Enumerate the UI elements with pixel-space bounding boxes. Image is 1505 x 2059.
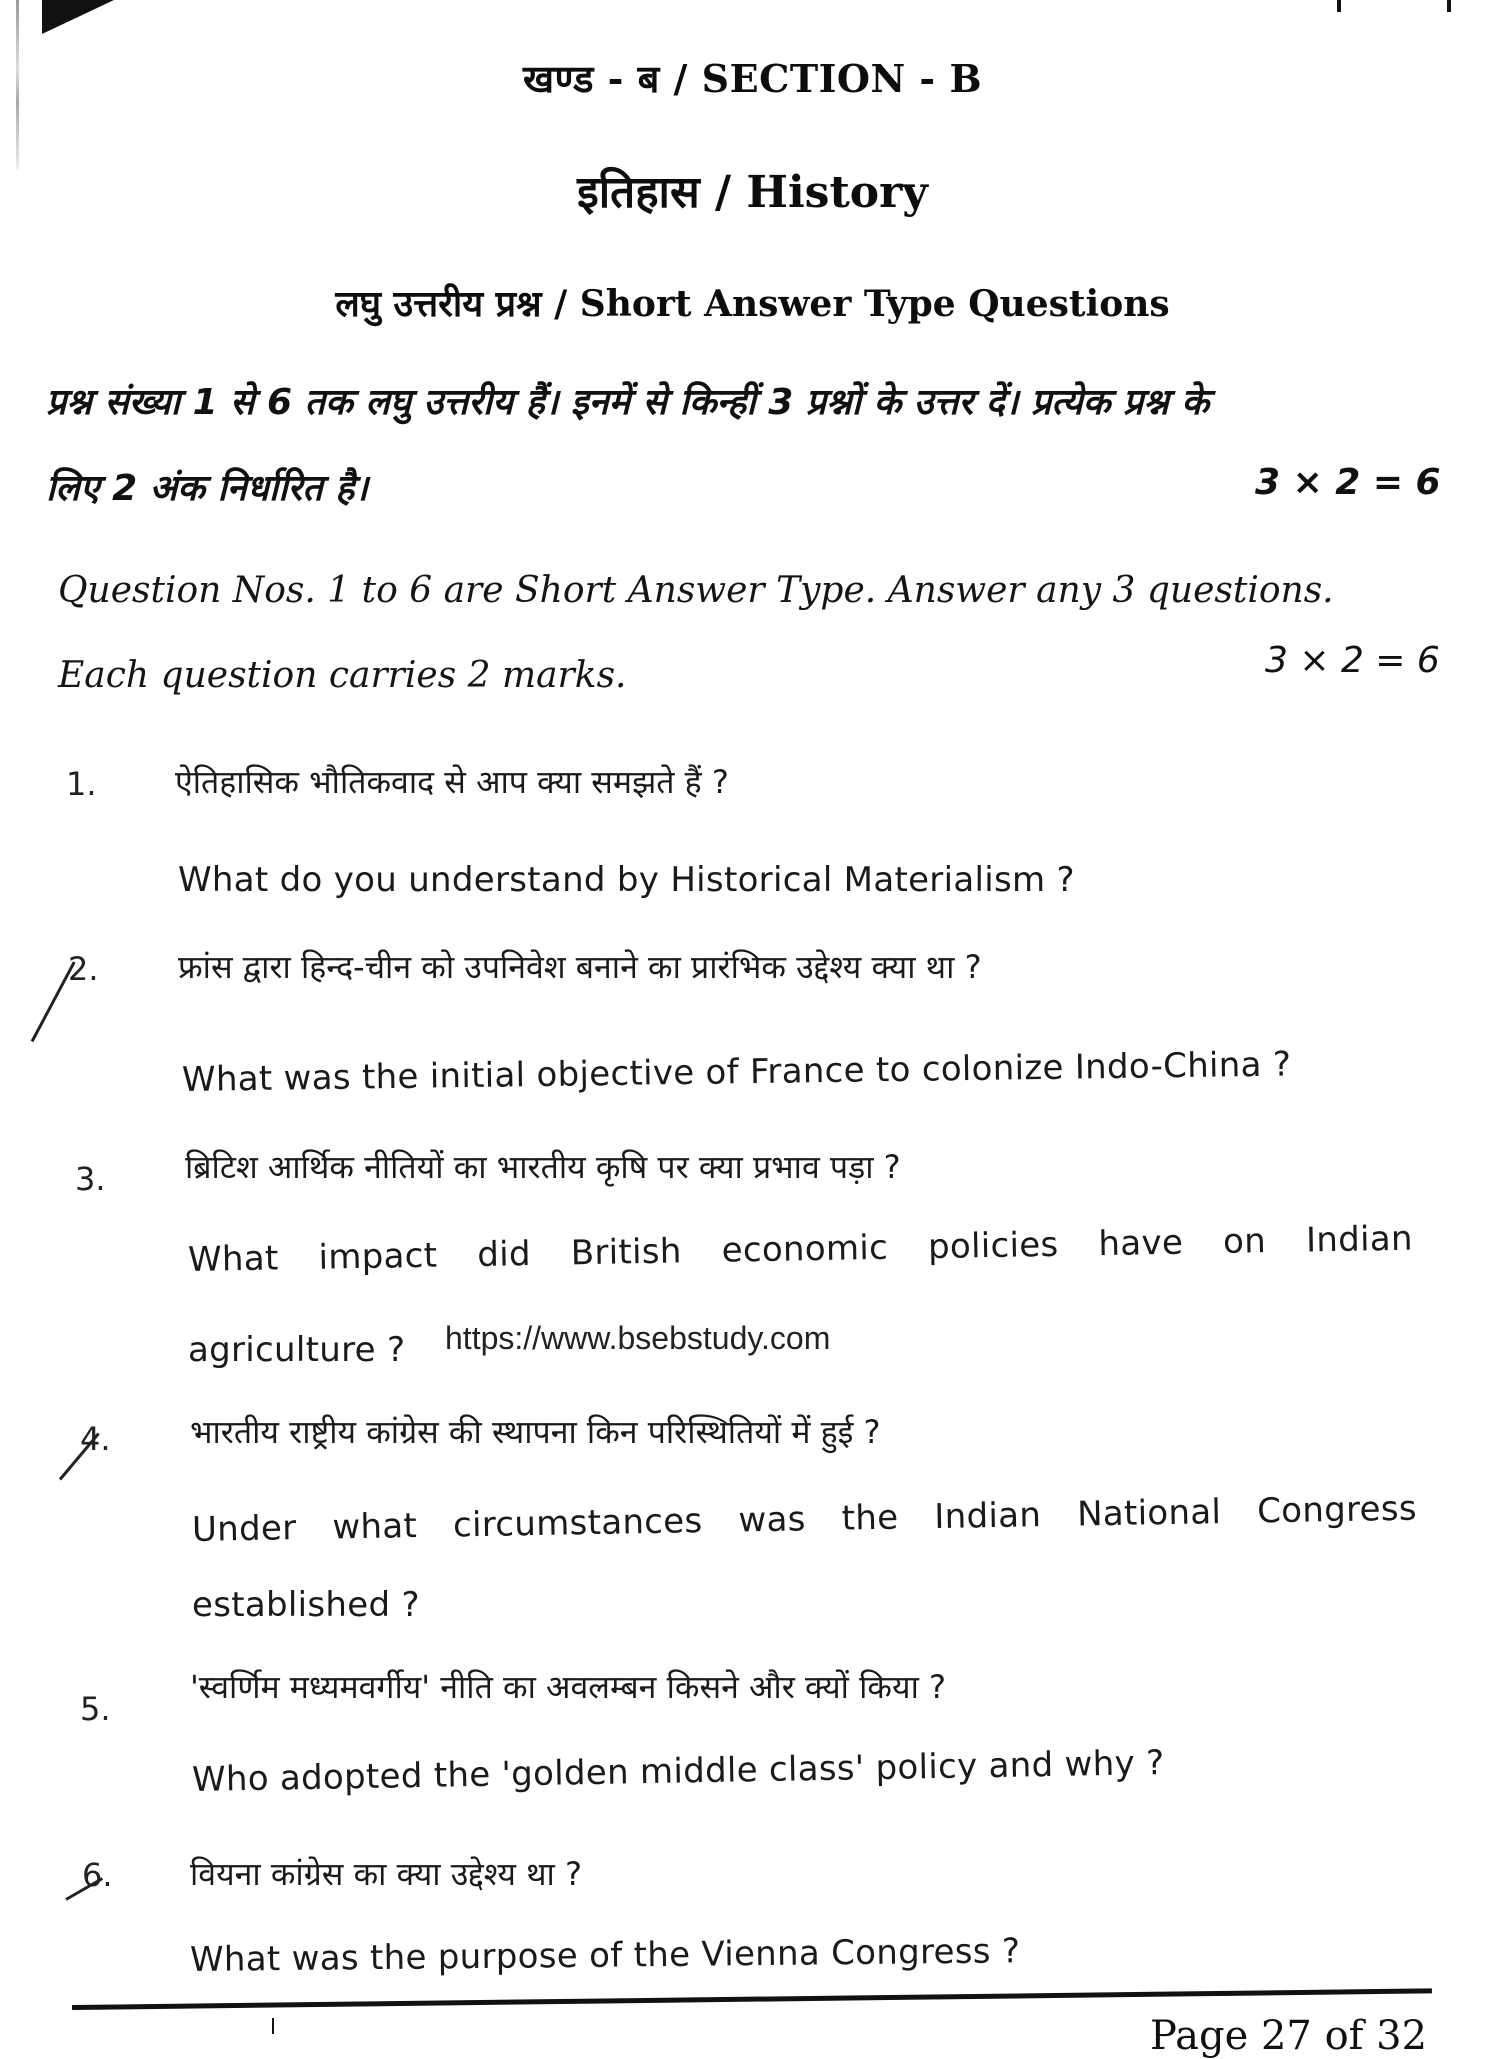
- page-code-bracket-right: [1447, 0, 1451, 12]
- question-type-title: लघु उत्तरीय प्रश्न / Short Answer Type Questions: [335, 283, 1170, 325]
- subject-title: इतिहास / History: [577, 167, 928, 218]
- question-2-hindi: फ्रांस द्वारा हिन्द-चीन को उपनिवेश बनाने का प्रारंभिक उद्देश्य क्या था ?: [178, 948, 982, 986]
- question-3-english-line1: What impact did British economic policies have on Indian: [187, 1218, 1414, 1280]
- folded-corner-mark: [42, 0, 114, 34]
- question-1-number: 1.: [66, 765, 97, 803]
- question-3-number: 3.: [75, 1160, 106, 1198]
- instructions-hindi-line2: लिए 2 अंक निर्धारित है।: [46, 468, 369, 509]
- footer-rule: [72, 1988, 1432, 2010]
- question-2-english: What was the initial objective of France to colonize Indo-China ?: [181, 1044, 1292, 1100]
- instructions-hindi-line1: प्रश्न संख्या 1 से 6 तक लघु उत्तरीय हैं। इनमें से किन्हीं 3 प्रश्नों के उत्तर दें। प्रत्येक प्रश्न के: [46, 382, 1210, 423]
- instructions-english-line1: Question Nos. 1 to 6 are Short Answer Type. Answer any 3 questions.: [58, 570, 1334, 611]
- question-3-hindi: ब्रिटिश आर्थिक नीतियों का भारतीय कृषि पर क्या प्रभाव पड़ा ?: [185, 1148, 901, 1186]
- question-5-english: Who adopted the 'golden middle class' policy and why ?: [191, 1743, 1165, 1800]
- question-1-hindi: ऐतिहासिक भौतिकवाद से आप क्या समझते हैं ?: [175, 763, 729, 801]
- question-2-number: 2.: [68, 950, 99, 988]
- section-title: खण्ड - ब / SECTION - B: [522, 56, 983, 101]
- question-4-english-line1: Under what circumstances was the Indian National Congress: [191, 1488, 1418, 1550]
- page-number: Page 27 of 32: [1150, 2013, 1428, 2059]
- question-5-hindi: 'स्वर्णिम मध्यमवर्गीय' नीति का अवलम्बन किसने और क्यों किया ?: [190, 1668, 947, 1706]
- question-6-number: 6.: [82, 1856, 113, 1894]
- question-1-english: What do you understand by Historical Materialism ?: [178, 860, 1075, 900]
- question-3-english-line2: agriculture ?: [188, 1330, 406, 1370]
- question-5-number: 5.: [80, 1690, 111, 1728]
- footer-divider: [272, 2018, 274, 2034]
- instructions-english-marks: 3 × 2 = 6: [1265, 640, 1440, 681]
- watermark-url: https://www.bsebstudy.com: [445, 1320, 831, 1356]
- question-6-hindi: वियना कांग्रेस का क्या उद्देश्य था ?: [190, 1855, 583, 1893]
- question-4-hindi: भारतीय राष्ट्रीय कांग्रेस की स्थापना किन परिस्थितियों में हुई ?: [190, 1413, 881, 1451]
- question-4-english-line2: established ?: [192, 1585, 420, 1625]
- instructions-hindi-marks: 3 × 2 = 6: [1255, 462, 1441, 503]
- question-4-number: 4.: [80, 1420, 111, 1458]
- instructions-english-line2: Each question carries 2 marks.: [58, 655, 627, 696]
- page-code-bracket-left: [1337, 0, 1341, 12]
- question-6-english: What was the purpose of the Vienna Congress ?: [189, 1931, 1021, 1980]
